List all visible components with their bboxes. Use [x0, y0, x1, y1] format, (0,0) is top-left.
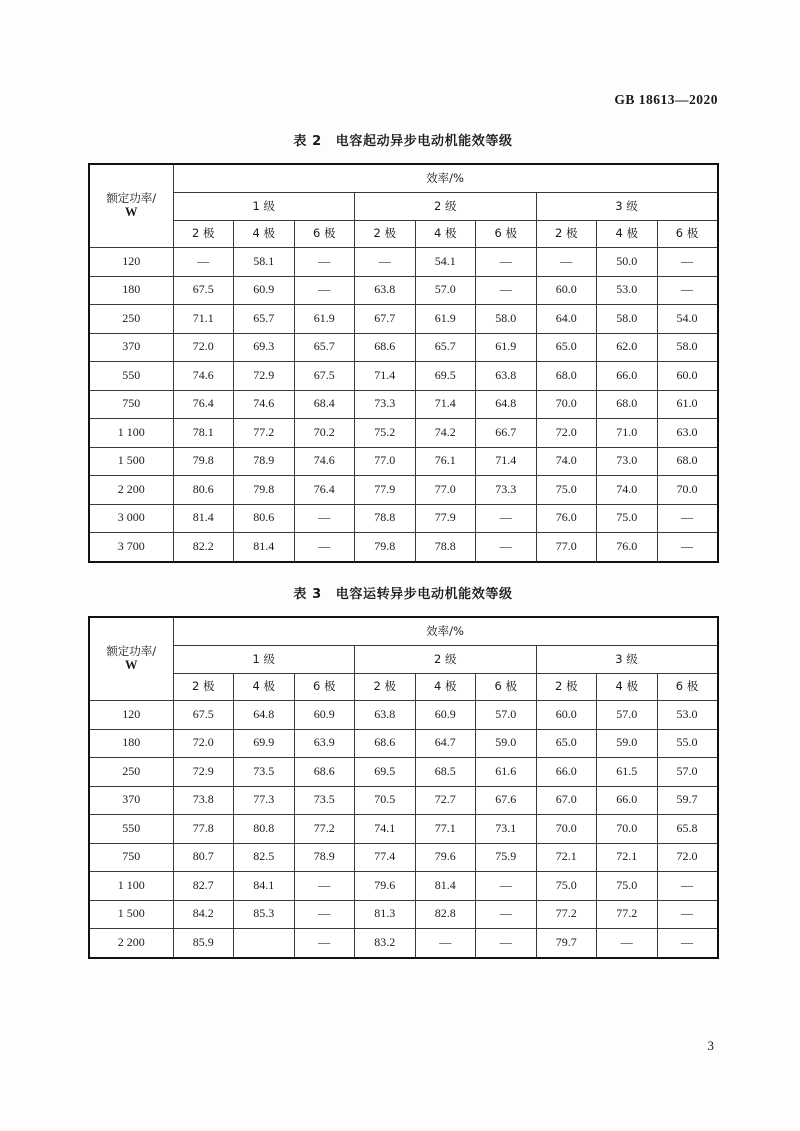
table-row [89, 419, 718, 448]
efficiency-cell: 70.0 [536, 390, 597, 419]
efficiency-cell: 70.0 [536, 815, 597, 844]
efficiency-cell: 77.0 [536, 533, 597, 562]
efficiency-cell: 73.8 [173, 786, 234, 815]
efficiency-cell: 72.0 [657, 843, 718, 872]
efficiency-cell: 71.4 [355, 362, 416, 391]
table-row [89, 929, 718, 958]
efficiency-cell: 72.9 [234, 362, 295, 391]
efficiency-cell: — [294, 929, 355, 958]
table-2-header-row-2 [89, 193, 718, 221]
efficiency-cell: 60.9 [294, 701, 355, 730]
efficiency-cell: — [294, 872, 355, 901]
table-3-power-header-line1: 额定功率/ [106, 644, 157, 659]
table-3-power-header [89, 617, 173, 701]
table-3-pole-g1-p2: 2 极 [173, 674, 234, 701]
efficiency-cell: 85.9 [173, 929, 234, 958]
efficiency-cell: 57.0 [597, 701, 658, 730]
efficiency-cell: 79.8 [173, 447, 234, 476]
efficiency-cell: 77.0 [415, 476, 476, 505]
efficiency-cell: 78.9 [234, 447, 295, 476]
efficiency-cell: 84.2 [173, 900, 234, 929]
efficiency-cell: 78.9 [294, 843, 355, 872]
efficiency-cell: — [657, 872, 718, 901]
rated-power-cell: 2 200 [89, 476, 173, 505]
efficiency-cell: 61.9 [415, 305, 476, 334]
efficiency-cell: 78.8 [355, 504, 416, 533]
efficiency-cell: 77.3 [234, 786, 295, 815]
table-2-head [89, 164, 718, 248]
efficiency-cell: 76.1 [415, 447, 476, 476]
efficiency-cell: 66.0 [536, 758, 597, 787]
efficiency-cell: 57.0 [476, 701, 537, 730]
efficiency-cell: 77.2 [234, 419, 295, 448]
efficiency-cell: 60.0 [536, 276, 597, 305]
efficiency-cell: 67.5 [173, 701, 234, 730]
efficiency-cell: 62.0 [597, 333, 658, 362]
rated-power-cell: 120 [89, 701, 173, 730]
efficiency-cell: 64.8 [476, 390, 537, 419]
efficiency-cell: 77.0 [355, 447, 416, 476]
efficiency-cell: 74.0 [536, 447, 597, 476]
efficiency-cell: 60.0 [657, 362, 718, 391]
running-header [614, 92, 718, 108]
rated-power-cell: 2 200 [89, 929, 173, 958]
efficiency-cell: 82.8 [415, 900, 476, 929]
efficiency-cell: 73.5 [294, 786, 355, 815]
table-2-caption [88, 130, 718, 149]
efficiency-cell: 67.5 [173, 276, 234, 305]
table-2-power-header-unit: W [125, 205, 138, 220]
rated-power-cell: 3 700 [89, 533, 173, 562]
rated-power-cell: 1 500 [89, 447, 173, 476]
rated-power-cell: 3 000 [89, 504, 173, 533]
efficiency-cell: — [476, 929, 537, 958]
table-2-pole-g1-p2: 2 极 [173, 221, 234, 248]
efficiency-table-3 [88, 616, 719, 959]
efficiency-cell: 79.8 [355, 533, 416, 562]
efficiency-cell: 63.9 [294, 729, 355, 758]
efficiency-cell: 75.0 [536, 476, 597, 505]
standard-code: GB 18613—2020 [614, 92, 718, 107]
efficiency-cell: 57.0 [415, 276, 476, 305]
efficiency-cell: 58.0 [657, 333, 718, 362]
efficiency-cell: 83.2 [355, 929, 416, 958]
table-2-caption-label: 表 2 [293, 134, 322, 149]
efficiency-cell: 72.0 [536, 419, 597, 448]
table-3-head [89, 617, 718, 701]
efficiency-cell: 76.4 [294, 476, 355, 505]
efficiency-cell: 70.5 [355, 786, 416, 815]
table-row [89, 900, 718, 929]
table-3-caption [88, 583, 718, 602]
table-3-body [89, 701, 718, 958]
efficiency-cell: — [294, 504, 355, 533]
table-row [89, 815, 718, 844]
rated-power-cell: 180 [89, 276, 173, 305]
table-row [89, 447, 718, 476]
efficiency-cell: 82.7 [173, 872, 234, 901]
efficiency-cell: 75.0 [597, 872, 658, 901]
table-2-grade-2: 2 级 [355, 193, 537, 221]
efficiency-cell: 78.8 [415, 533, 476, 562]
rated-power-cell: 180 [89, 729, 173, 758]
efficiency-cell: 72.0 [173, 729, 234, 758]
table-row [89, 248, 718, 277]
table-row [89, 305, 718, 334]
efficiency-cell: 70.2 [294, 419, 355, 448]
efficiency-cell: 68.6 [294, 758, 355, 787]
rated-power-cell: 1 500 [89, 900, 173, 929]
efficiency-cell: 77.2 [597, 900, 658, 929]
table-3-grade-2: 2 级 [355, 646, 537, 674]
table-2-pole-g1-p4: 4 极 [234, 221, 295, 248]
efficiency-cell: — [657, 929, 718, 958]
efficiency-cell: — [294, 248, 355, 277]
table-2-grade-1: 1 级 [173, 193, 355, 221]
efficiency-cell: 68.0 [657, 447, 718, 476]
table-3-pole-g2-p6: 6 极 [476, 674, 537, 701]
efficiency-cell: — [294, 900, 355, 929]
efficiency-cell: 85.3 [234, 900, 295, 929]
rated-power-cell: 1 100 [89, 419, 173, 448]
efficiency-cell: 65.7 [294, 333, 355, 362]
efficiency-cell: 67.6 [476, 786, 537, 815]
efficiency-cell: 63.8 [476, 362, 537, 391]
efficiency-cell: — [415, 929, 476, 958]
table-2-pole-g3-p4: 4 极 [597, 221, 658, 248]
efficiency-cell: 73.3 [355, 390, 416, 419]
efficiency-cell: 54.0 [657, 305, 718, 334]
efficiency-cell: 74.6 [173, 362, 234, 391]
efficiency-cell: 81.4 [234, 533, 295, 562]
table-3-pole-g2-p4: 4 极 [415, 674, 476, 701]
efficiency-cell: 68.5 [415, 758, 476, 787]
table-2-pole-g2-p6: 6 极 [476, 221, 537, 248]
efficiency-cell [234, 929, 295, 958]
rated-power-cell: 250 [89, 758, 173, 787]
efficiency-cell: — [597, 929, 658, 958]
efficiency-cell: — [657, 504, 718, 533]
table-row [89, 872, 718, 901]
rated-power-cell: 1 100 [89, 872, 173, 901]
table-2-pole-g2-p4: 4 极 [415, 221, 476, 248]
efficiency-cell: 77.2 [294, 815, 355, 844]
efficiency-cell: — [476, 504, 537, 533]
rated-power-cell: 750 [89, 390, 173, 419]
efficiency-cell: 77.2 [536, 900, 597, 929]
efficiency-cell: 76.0 [536, 504, 597, 533]
efficiency-cell: 53.0 [657, 701, 718, 730]
table-2-grade-3: 3 级 [536, 193, 718, 221]
efficiency-cell: 61.5 [597, 758, 658, 787]
table-row [89, 758, 718, 787]
efficiency-cell: 61.0 [657, 390, 718, 419]
efficiency-cell: — [173, 248, 234, 277]
efficiency-cell: 72.0 [173, 333, 234, 362]
table-3-grade-3: 3 级 [536, 646, 718, 674]
table-3-pole-g3-p4: 4 极 [597, 674, 658, 701]
table-2-block [88, 130, 718, 563]
page-number: 3 [707, 1038, 714, 1053]
table-2-header-row-1 [89, 164, 718, 193]
table-2-power-header-line1: 额定功率/ [106, 191, 157, 206]
efficiency-cell: 71.4 [415, 390, 476, 419]
efficiency-cell: 70.0 [597, 815, 658, 844]
efficiency-cell: — [294, 533, 355, 562]
table-3-header-row-1 [89, 617, 718, 646]
efficiency-cell: 60.9 [415, 701, 476, 730]
table-2-pole-g3-p6: 6 极 [657, 221, 718, 248]
efficiency-cell: 67.5 [294, 362, 355, 391]
table-2-pole-g1-p6: 6 极 [294, 221, 355, 248]
rated-power-cell: 550 [89, 815, 173, 844]
efficiency-cell: — [355, 248, 416, 277]
efficiency-cell: 77.8 [173, 815, 234, 844]
efficiency-cell: 63.8 [355, 701, 416, 730]
efficiency-cell: 81.3 [355, 900, 416, 929]
efficiency-cell: 53.0 [597, 276, 658, 305]
table-3-pole-g2-p2: 2 极 [355, 674, 416, 701]
table-3-caption-label: 表 3 [293, 587, 322, 602]
efficiency-cell: — [536, 248, 597, 277]
efficiency-cell: 63.8 [355, 276, 416, 305]
table-3-pole-g1-p6: 6 极 [294, 674, 355, 701]
table-2-header-row-3 [89, 221, 718, 248]
efficiency-cell: 78.1 [173, 419, 234, 448]
efficiency-cell: 69.3 [234, 333, 295, 362]
efficiency-cell: 55.0 [657, 729, 718, 758]
efficiency-cell: 80.8 [234, 815, 295, 844]
table-3-efficiency-header: 效率/% [173, 617, 718, 646]
efficiency-cell: 71.0 [597, 419, 658, 448]
efficiency-cell: 76.4 [173, 390, 234, 419]
efficiency-cell: 82.5 [234, 843, 295, 872]
efficiency-cell: 74.6 [234, 390, 295, 419]
efficiency-cell: 74.0 [597, 476, 658, 505]
efficiency-cell: 79.6 [415, 843, 476, 872]
rated-power-cell: 120 [89, 248, 173, 277]
table-row [89, 786, 718, 815]
efficiency-cell: 71.4 [476, 447, 537, 476]
efficiency-cell: 69.9 [234, 729, 295, 758]
rated-power-cell: 550 [89, 362, 173, 391]
efficiency-cell: 75.2 [355, 419, 416, 448]
efficiency-table-2 [88, 163, 719, 563]
table-3-grade-1: 1 级 [173, 646, 355, 674]
efficiency-cell: 72.1 [536, 843, 597, 872]
efficiency-cell: 77.1 [415, 815, 476, 844]
efficiency-cell: 79.7 [536, 929, 597, 958]
efficiency-cell: 71.1 [173, 305, 234, 334]
efficiency-cell: 57.0 [657, 758, 718, 787]
efficiency-cell: 66.7 [476, 419, 537, 448]
efficiency-cell: — [657, 248, 718, 277]
table-3-pole-g3-p6: 6 极 [657, 674, 718, 701]
table-row [89, 504, 718, 533]
efficiency-cell: 72.1 [597, 843, 658, 872]
table-row [89, 362, 718, 391]
efficiency-cell: 64.0 [536, 305, 597, 334]
efficiency-cell: 72.9 [173, 758, 234, 787]
table-2-caption-title: 电容起动异步电动机能效等级 [335, 134, 513, 149]
efficiency-cell: 82.2 [173, 533, 234, 562]
efficiency-cell: 59.7 [657, 786, 718, 815]
table-2-power-header [89, 164, 173, 248]
efficiency-cell: 77.9 [415, 504, 476, 533]
efficiency-cell: 84.1 [234, 872, 295, 901]
rated-power-cell: 370 [89, 786, 173, 815]
efficiency-cell: 73.1 [476, 815, 537, 844]
efficiency-cell: — [476, 248, 537, 277]
table-3-caption-title: 电容运转异步电动机能效等级 [335, 587, 513, 602]
efficiency-cell: 66.0 [597, 786, 658, 815]
efficiency-cell: 72.7 [415, 786, 476, 815]
efficiency-cell: 79.8 [234, 476, 295, 505]
efficiency-cell: 67.7 [355, 305, 416, 334]
efficiency-cell: 70.0 [657, 476, 718, 505]
efficiency-cell: — [294, 276, 355, 305]
efficiency-cell: 54.1 [415, 248, 476, 277]
table-row [89, 390, 718, 419]
table-row [89, 276, 718, 305]
efficiency-cell: 58.0 [597, 305, 658, 334]
table-3-power-header-unit: W [125, 658, 138, 673]
table-2-body [89, 248, 718, 562]
efficiency-cell: 60.0 [536, 701, 597, 730]
efficiency-cell: — [476, 276, 537, 305]
efficiency-cell: 77.4 [355, 843, 416, 872]
efficiency-cell: — [657, 900, 718, 929]
efficiency-cell: 73.3 [476, 476, 537, 505]
table-2-pole-g3-p2: 2 极 [536, 221, 597, 248]
efficiency-cell: 68.6 [355, 333, 416, 362]
efficiency-cell: 81.4 [173, 504, 234, 533]
efficiency-cell: 50.0 [597, 248, 658, 277]
efficiency-cell: 61.6 [476, 758, 537, 787]
efficiency-cell: 80.7 [173, 843, 234, 872]
efficiency-cell: 73.0 [597, 447, 658, 476]
table-row [89, 701, 718, 730]
efficiency-cell: 81.4 [415, 872, 476, 901]
efficiency-cell: — [657, 533, 718, 562]
efficiency-cell: 59.0 [597, 729, 658, 758]
table-row [89, 843, 718, 872]
rated-power-cell: 250 [89, 305, 173, 334]
efficiency-cell: 65.0 [536, 333, 597, 362]
efficiency-cell: 75.0 [536, 872, 597, 901]
efficiency-cell: 67.0 [536, 786, 597, 815]
efficiency-cell: 65.7 [234, 305, 295, 334]
efficiency-cell: 69.5 [355, 758, 416, 787]
table-3-header-row-2 [89, 646, 718, 674]
efficiency-cell: 73.5 [234, 758, 295, 787]
efficiency-cell: — [657, 276, 718, 305]
efficiency-cell: 76.0 [597, 533, 658, 562]
table-row [89, 729, 718, 758]
table-2-efficiency-header: 效率/% [173, 164, 718, 193]
efficiency-cell: 68.6 [355, 729, 416, 758]
table-row [89, 333, 718, 362]
table-row [89, 476, 718, 505]
efficiency-cell: 68.0 [536, 362, 597, 391]
efficiency-cell: 60.9 [234, 276, 295, 305]
rated-power-cell: 370 [89, 333, 173, 362]
efficiency-cell: 68.0 [597, 390, 658, 419]
efficiency-cell: 58.1 [234, 248, 295, 277]
efficiency-cell: — [476, 872, 537, 901]
table-3-pole-g3-p2: 2 极 [536, 674, 597, 701]
efficiency-cell: 74.2 [415, 419, 476, 448]
table-3-block [88, 583, 718, 959]
efficiency-cell: 61.9 [476, 333, 537, 362]
efficiency-cell: 77.9 [355, 476, 416, 505]
efficiency-cell: 64.7 [415, 729, 476, 758]
efficiency-cell: 61.9 [294, 305, 355, 334]
efficiency-cell: 65.7 [415, 333, 476, 362]
table-3-header-row-3 [89, 674, 718, 701]
efficiency-cell: 68.4 [294, 390, 355, 419]
table-row [89, 533, 718, 562]
efficiency-cell: — [476, 900, 537, 929]
efficiency-cell: 74.6 [294, 447, 355, 476]
efficiency-cell: 80.6 [173, 476, 234, 505]
efficiency-cell: — [476, 533, 537, 562]
efficiency-cell: 69.5 [415, 362, 476, 391]
efficiency-cell: 79.6 [355, 872, 416, 901]
rated-power-cell: 750 [89, 843, 173, 872]
efficiency-cell: 75.9 [476, 843, 537, 872]
efficiency-cell: 74.1 [355, 815, 416, 844]
table-3-pole-g1-p4: 4 极 [234, 674, 295, 701]
efficiency-cell: 58.0 [476, 305, 537, 334]
efficiency-cell: 65.0 [536, 729, 597, 758]
efficiency-cell: 66.0 [597, 362, 658, 391]
efficiency-cell: 63.0 [657, 419, 718, 448]
table-2-pole-g2-p2: 2 极 [355, 221, 416, 248]
efficiency-cell: 75.0 [597, 504, 658, 533]
efficiency-cell: 64.8 [234, 701, 295, 730]
efficiency-cell: 80.6 [234, 504, 295, 533]
efficiency-cell: 59.0 [476, 729, 537, 758]
efficiency-cell: 65.8 [657, 815, 718, 844]
